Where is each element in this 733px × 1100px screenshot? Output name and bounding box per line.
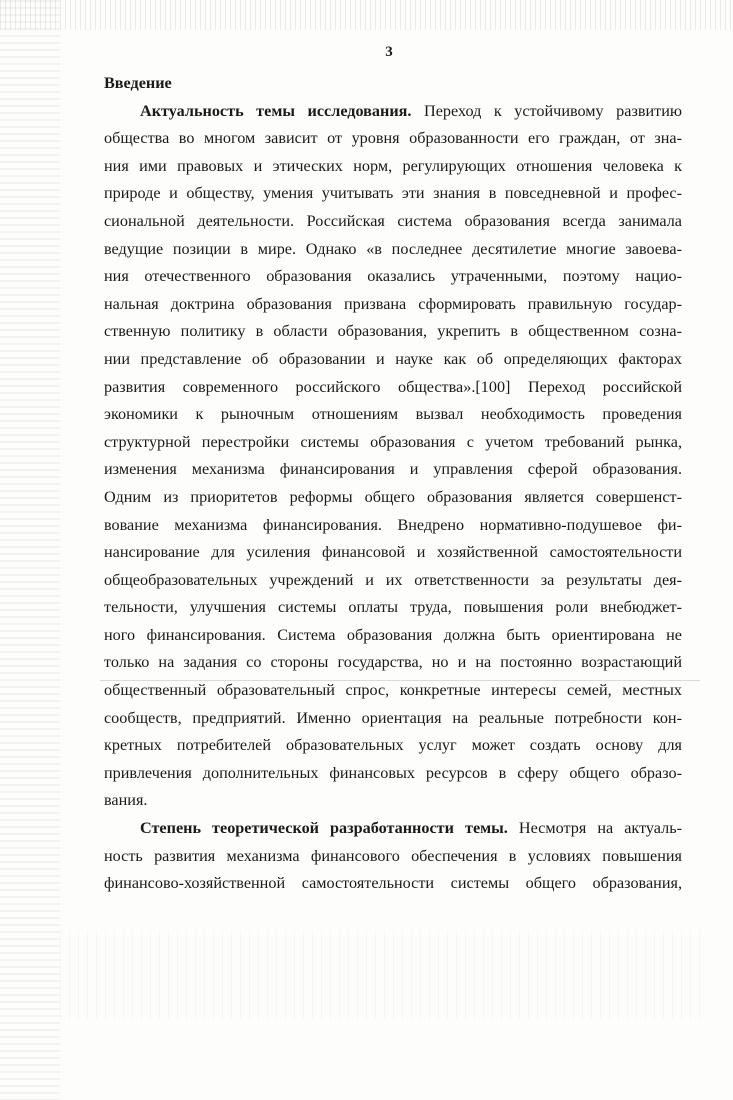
line-text: общества во многом зависит от уровня образованности его граждан, от зна-: [104, 129, 682, 148]
line-text: нии представление об образовании и науке как об определяющих факторах: [104, 349, 682, 368]
paragraph-lead-in: Степень теоретической разработанности темы.: [140, 819, 508, 838]
line-text: Переход к устойчивому развитию: [411, 101, 682, 120]
text-line: [104, 732, 682, 760]
text-line: [104, 787, 682, 815]
text-line: [104, 291, 682, 319]
text-line: [104, 98, 682, 126]
text-line: [104, 456, 682, 484]
text-line: [104, 401, 682, 429]
line-text: Одним из приоритетов реформы общего образования является совершенст-: [104, 487, 682, 506]
line-text: ния отечественного образования оказались утраченными, поэтому нацио-: [104, 267, 682, 286]
line-text: тельности, улучшения системы оплаты труда, повышения роли внебюджет-: [104, 598, 682, 617]
line-text: вания.: [104, 791, 148, 810]
section-heading: Введение: [104, 74, 172, 92]
text-line: [104, 346, 682, 374]
page-number: 3: [385, 44, 393, 60]
body-text: [104, 70, 682, 898]
text-line: [104, 180, 682, 208]
text-line: [104, 236, 682, 264]
line-text: общеобразовательных учреждений и их ответственности за результаты дея-: [104, 570, 682, 589]
text-line: [104, 594, 682, 622]
text-line: [104, 374, 682, 402]
line-text: экономики к рыночным отношениям вызвал необходимость проведения: [104, 405, 682, 424]
text-line: [104, 870, 682, 898]
text-line: [104, 208, 682, 236]
text-line: [104, 318, 682, 346]
line-text: финансово-хозяйственной самостоятельности системы общего образования,: [104, 874, 682, 893]
line-text: сообществ, предприятий. Именно ориентация на реальные потребности кон-: [104, 708, 682, 727]
text-line: [104, 843, 682, 871]
scan-noise-bottom: [60, 930, 700, 1020]
text-line: [104, 677, 682, 705]
text-line: [104, 484, 682, 512]
line-text: структурной перестройки системы образования с учетом требований рынка,: [104, 432, 682, 451]
text-line: [104, 760, 682, 788]
line-text: общественный образовательный спрос, конкретные интересы семей, местных: [104, 681, 682, 700]
scan-noise-left: [0, 0, 60, 1100]
paragraph-lines: [104, 98, 682, 898]
text-line: [104, 622, 682, 650]
text-line: [104, 429, 682, 457]
line-text: ность развития механизма финансового обеспечения в условиях повышения: [104, 846, 682, 865]
scan-noise-top: [0, 0, 733, 30]
text-line: [104, 539, 682, 567]
line-text: привлечения дополнительных финансовых ресурсов в сферу общего образо-: [104, 763, 682, 782]
paragraph-lead-in: Актуальность темы исследования.: [140, 101, 412, 120]
line-text: ного финансирования. Система образования должна быть ориентирована не: [104, 625, 682, 644]
line-text: ственную политику в области образования, укрепить в общественном созна-: [104, 322, 682, 341]
text-line: [104, 649, 682, 677]
line-text: изменения механизма финансирования и управления сферой образования.: [104, 460, 682, 479]
line-text: только на задания со стороны государства, но и на постоянно возрастающий: [104, 653, 682, 672]
line-text: ния ими правовых и этических норм, регулирующих отношения человека к: [104, 156, 682, 175]
text-line: [104, 705, 682, 733]
line-text: нальная доктрина образования призвана сформировать правильную государ-: [104, 294, 682, 313]
text-line: [104, 263, 682, 291]
line-text: вование механизма финансирования. Внедрено нормативно-подушевое фи-: [104, 515, 682, 534]
line-text: природе и обществу, умения учитывать эти знания в повседневной и профес-: [104, 184, 682, 203]
text-line: [104, 125, 682, 153]
line-text: кретных потребителей образовательных услуг может создать основу для: [104, 736, 682, 755]
text-line: [104, 153, 682, 181]
line-text: нансирование для усиления финансовой и хозяйственной самостоятельности: [104, 543, 682, 562]
text-line: [104, 512, 682, 540]
text-line: [104, 567, 682, 595]
line-text: сиональной деятельности. Российская система образования всегда занимала: [104, 211, 682, 230]
text-line: [104, 815, 682, 843]
line-text: развития современного российского общества».[100] Переход российской: [104, 377, 682, 396]
line-text: Несмотря на актуаль-: [507, 819, 682, 838]
line-text: ведущие позиции в мире. Однако «в последнее десятилетие многие завоева-: [104, 239, 682, 258]
